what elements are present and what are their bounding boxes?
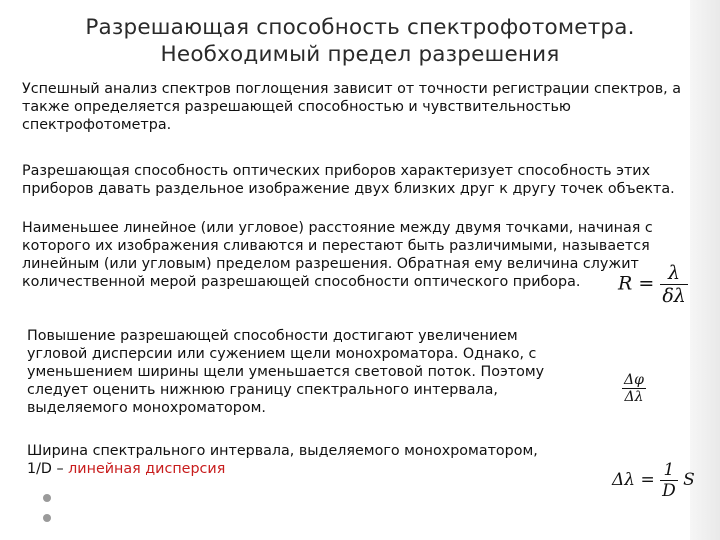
paragraph-4-line-4: следует оценить нижнюю границу спектрального интервала, (27, 382, 498, 398)
bullet-dot-2 (43, 514, 51, 522)
linear-dispersion-term: линейная дисперсия (68, 461, 226, 477)
paragraph-1-line-3: спектрофотометра. (22, 117, 172, 133)
right-side-strip (690, 0, 720, 540)
formula-3-lhs: Δλ = (612, 470, 655, 490)
paragraph-2-line-2: приборов давать раздельное изображение двух близких друг к другу точек объекта. (22, 181, 675, 197)
paragraph-4-line-5: выделяемого монохроматором. (27, 400, 266, 416)
paragraph-2-line-1: Разрешающая способность оптических приборов характеризует способность этих (22, 163, 651, 179)
paragraph-1 (22, 80, 692, 134)
paragraph-4 (27, 327, 597, 417)
paragraph-5-prefix: 1/D – (27, 461, 69, 477)
resolution-formula (618, 262, 688, 307)
formula-1-lhs: R = (618, 272, 655, 295)
formula-2-denominator: Δλ (624, 389, 644, 405)
paragraph-5 (27, 442, 597, 478)
formula-3-denominator: D (662, 481, 676, 501)
title-line-2: Необходимый предел разрешения (160, 42, 560, 67)
formula-3-rhs: S (683, 470, 695, 490)
paragraph-5-line-1: Ширина спектрального интервала, выделяемого монохроматором, (27, 443, 538, 459)
formula-2-fraction (622, 372, 646, 405)
paragraph-4-line-1: Повышение разрешающей способности достигают увеличением (27, 328, 518, 344)
spectral-interval-formula (612, 460, 695, 501)
paragraph-3-line-2: которого их изображения сливаются и перестают быть различимыми, называется (22, 238, 650, 254)
slide-title (60, 14, 660, 68)
paragraph-3 (22, 219, 672, 291)
paragraph-5-line-2 (27, 460, 597, 478)
paragraph-4-line-2: угловой дисперсии или сужением щели монохроматора. Однако, с (27, 346, 537, 362)
paragraph-3-line-3: линейным (или угловым) пределом разрешения. Обратная ему величина служит (22, 256, 639, 272)
formula-1-fraction (660, 262, 687, 307)
paragraph-4-line-3: уменьшением ширины щели уменьшается световой поток. Поэтому (27, 364, 545, 380)
paragraph-2 (22, 162, 692, 198)
formula-2-numerator: Δφ (624, 372, 644, 388)
formula-3-numerator: 1 (663, 460, 675, 480)
title-line-1: Разрешающая способность спектрофотометра. (85, 15, 635, 40)
formula-1-numerator: λ (668, 262, 681, 284)
paragraph-3-line-4: количественной мерой разрешающей способности оптического прибора. (22, 274, 581, 290)
formula-1-denominator: δλ (662, 285, 686, 307)
paragraph-1-line-2: также определяется разрешающей способностью и чувствительностью (22, 99, 571, 115)
paragraph-3-line-1: Наименьшее линейное (или угловое) расстояние между двумя точками, начиная с (22, 220, 653, 236)
paragraph-1-line-1: Успешный анализ спектров поглощения зависит от точности регистрации спектров, а (22, 81, 682, 97)
formula-3-fraction (660, 460, 678, 501)
angular-dispersion-formula (622, 372, 646, 405)
bullet-dot-1 (43, 494, 51, 502)
